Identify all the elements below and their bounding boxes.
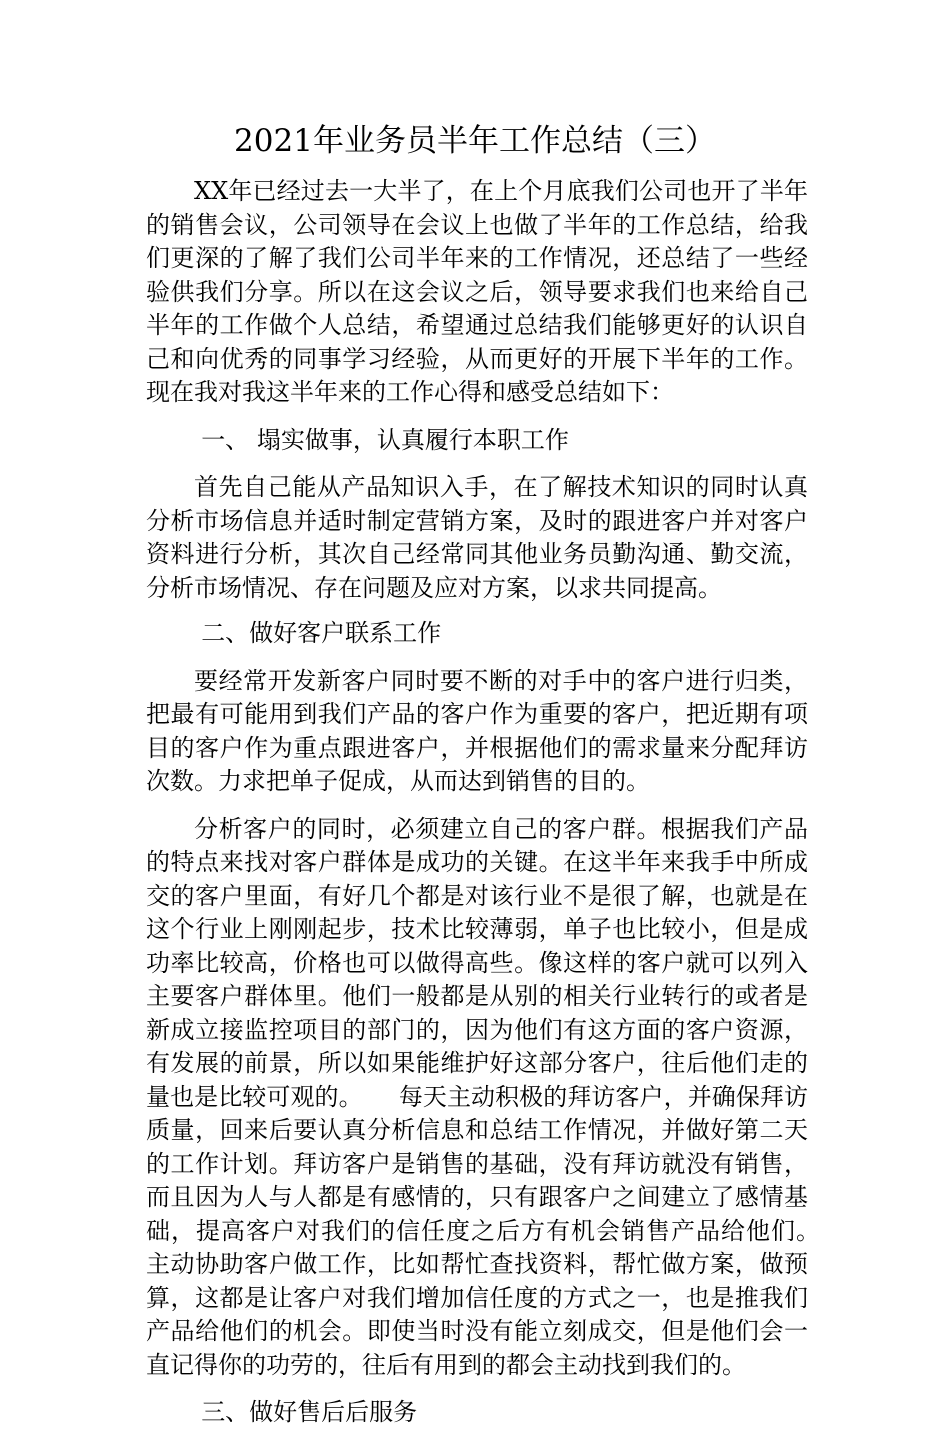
intro-paragraph: XX年已经过去一大半了，在上个月底我们公司也开了半年的销售会议，公司领导在会议上也做了半年的工作总结，给我们更深的了解了我们公司半年来的工作情况，还总结了一些经验供我们分享。所以在这会议之后，领导要求我们也来给自己半年的工作做个人总结，希望通过总结我们能够更好的认识自己和向优秀的同事学习经验，从而更好的开展下半年的工作。现在我对我这半年来的工作心得和感受总结如下： (146, 177, 808, 406)
section2-heading: 二、做好客户联系工作 (201, 619, 442, 647)
section3-heading: 三、做好售后后服务 (201, 1398, 418, 1426)
section1-heading: 一、 塌实做事，认真履行本职工作 (201, 425, 569, 454)
document-body (146, 175, 856, 1430)
section1-paragraph: 首先自己能从产品知识入手，在了解技术知识的同时认真分析市场信息并适时制定营销方案，及时的跟进客户并对客户资料进行分析，其次自己经常同其他业务员勤沟通、勤交流，分析市场情况、存在问题及应对方案，以求共同提高。 (146, 473, 808, 602)
section2-paragraph-1: 要经常开发新客户同时要不断的对手中的客户进行归类，把最有可能用到我们产品的客户作为重要的客户，把近期有项目的客户作为重点跟进客户，并根据他们的需求量来分配拜访次数。力求把单子促成，从而达到销售的目的。 (146, 666, 808, 795)
document-title: 2021年业务员半年工作总结（三） (234, 123, 716, 159)
section2-paragraph-2: 分析客户的同时，必须建立自己的客户群。根据我们产品的特点来找对客户群体是成功的关键。在这半年来我手中所成交的客户里面，有好几个都是对该行业不是很了解，也就是在这个行业上刚刚起步，技术比较薄弱，单子也比较小，但是成功率比较高，价格也可以做得高些。像这样的客户就可以列入主要客户群体里。他们一般都是从别的相关行业转行的或者是新成立接监控项目的部门的，因为他们有这方面的客户资源，有发展的前景，所以如果能维护好这部分客户，往后他们走的量也是比较可观的。 每天主动积极的拜访客户，并确保拜访质量，回来后要认真分析信息和总结工作情况，并做好第二天的工作计划。拜访客户是销售的基础，没有拜访就没有销售，而且因为人与人都是有感情的，只有跟客户之间建立了感情基础，提高客户对我们的信任度之后方有机会销售产品给他们。 主动协助客户做工作，比如帮忙查找资料，帮忙做方案，做预算，这都是让客户对我们增加信任度的方式之一，也是推我们产品给他们的机会。即使当时没有能立刻成交，但是他们会一直记得你的功劳的，往后有用到的都会主动找到我们的。 (146, 814, 856, 1379)
